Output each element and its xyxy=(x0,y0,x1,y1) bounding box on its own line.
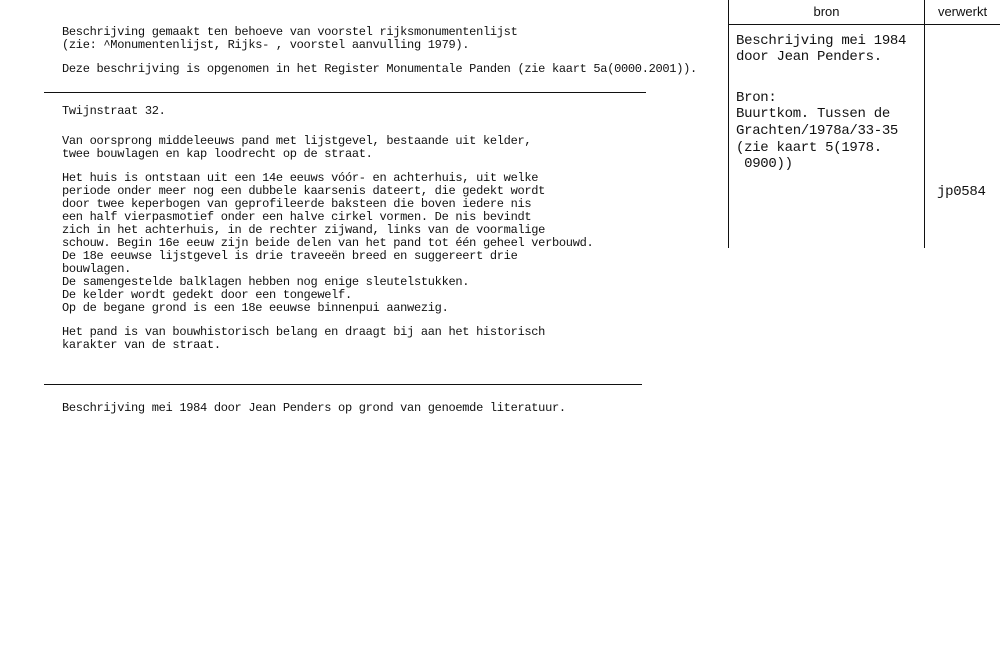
paragraph-line: zich in het achterhuis, in de rechter zijwand, links van de voormalige xyxy=(62,223,546,237)
verwerkt-code: jp0584 xyxy=(937,184,986,200)
bron-line: Bron: xyxy=(736,90,777,106)
bron-line: Grachten/1978a/33-35 xyxy=(736,123,899,139)
bron-line: 0900)) xyxy=(736,156,793,172)
paragraph-line: door twee keperbogen van geprofileerde baksteen die boven iedere nis xyxy=(62,197,532,211)
footer-note: Beschrijving mei 1984 door Jean Penders op grond van genoemde literatuur. xyxy=(62,401,566,415)
paragraph-line: periode onder meer nog een dubbele kaarsenis dateert, die gedekt wordt xyxy=(62,184,546,198)
paragraph-line: twee bouwlagen en kap loodrecht op de straat. xyxy=(62,147,373,161)
paragraph-line: een half vierpasmotief onder een halve cirkel vormen. De nis bevindt xyxy=(62,210,532,224)
paragraph-line: karakter van de straat. xyxy=(62,338,221,352)
table-border-middle xyxy=(924,0,925,248)
paragraph-line: De kelder wordt gedekt door een tongewelf. xyxy=(62,288,352,302)
divider-top xyxy=(44,92,646,93)
paragraph-line: Op de begane grond is een 18e eeuwse binnenpui aanwezig. xyxy=(62,301,449,315)
bron-line: door Jean Penders. xyxy=(736,49,882,65)
bron-line: Beschrijving mei 1984 xyxy=(736,33,907,49)
paragraph-line: Van oorsprong middeleeuws pand met lijstgevel, bestaande uit kelder, xyxy=(62,134,532,148)
bron-line: Buurtkom. Tussen de xyxy=(736,106,890,122)
header-verwerkt: verwerkt xyxy=(937,4,988,19)
intro-line-3: Deze beschrijving is opgenomen in het Register Monumentale Panden (zie kaart 5a(0000.2001)). xyxy=(62,62,697,76)
paragraph-line: bouwlagen. xyxy=(62,262,132,276)
divider-bottom xyxy=(44,384,642,385)
intro-line-1: Beschrijving gemaakt ten behoeve van voorstel rijksmonumentenlijst xyxy=(62,25,518,39)
header-bron: bron xyxy=(813,4,840,19)
paragraph-line: Het pand is van bouwhistorisch belang en draagt bij aan het historisch xyxy=(62,325,546,339)
table-border-left xyxy=(728,0,729,248)
paragraph-line: De 18e eeuwse lijstgevel is drie traveeën breed en suggereert drie xyxy=(62,249,518,263)
bron-line: (zie kaart 5(1978. xyxy=(736,140,882,156)
address: Twijnstraat 32. xyxy=(62,104,166,118)
table-header-divider xyxy=(728,24,1000,25)
paragraph-line: schouw. Begin 16e eeuw zijn beide delen van het pand tot één geheel verbouwd. xyxy=(62,236,594,250)
paragraph-line: De samengestelde balklagen hebben nog enige sleutelstukken. xyxy=(62,275,470,289)
intro-line-2: (zie: ^Monumentenlijst, Rijks- , voorstel aanvulling 1979). xyxy=(62,38,470,52)
paragraph-line: Het huis is ontstaan uit een 14e eeuws vóór- en achterhuis, uit welke xyxy=(62,171,539,185)
